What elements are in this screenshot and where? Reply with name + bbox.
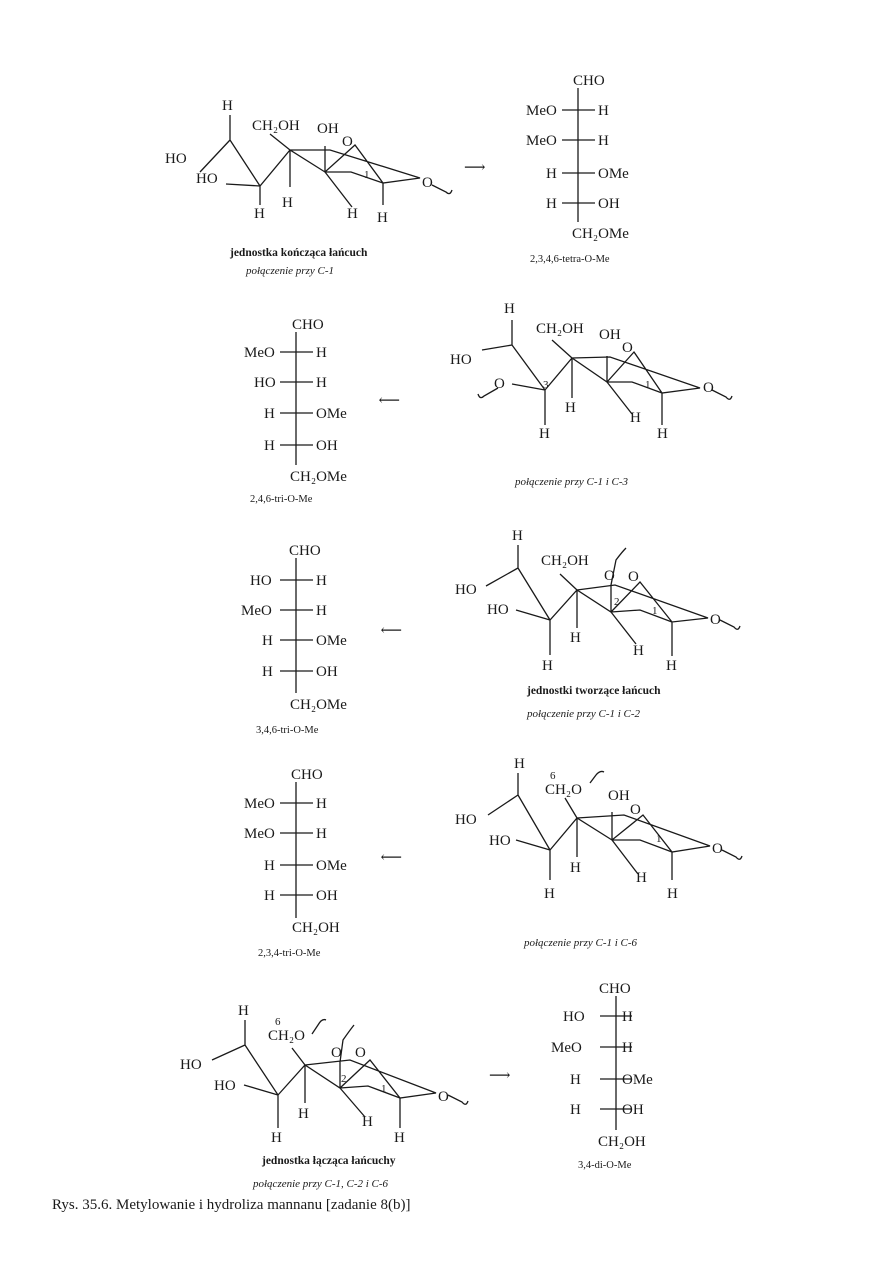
fischer-bottom: CH₂OH [292,920,340,936]
fischer-left: MeO [526,133,557,149]
ring-caption-italic: połączenie przy C-1 i C-6 [524,937,638,949]
atom-ho: HO [214,1078,236,1094]
ring-caption-bold: jednostka łącząca łańcuchy [262,1155,396,1167]
ring-caption-italic: połączenie przy C-1, C-2 i C-6 [253,1178,389,1190]
fischer-left: H [262,633,273,649]
ring-caption-bold: jednostki tworzące łańcuch [527,685,661,697]
atom-h: H [254,206,265,222]
fischer-projection-tri-246 [244,317,347,505]
compound-name: 2,4,6-tri-O-Me [250,494,313,505]
ring-oxygen: O [355,1045,366,1061]
fischer-right: H [316,826,327,842]
fischer-projection-tri-346 [241,543,347,736]
fischer-left: H [264,438,275,454]
glycosidic-oxygen: O [604,568,615,584]
atom-h: H [667,886,678,902]
fischer-bottom: CH₂OMe [290,469,347,485]
atom-h: H [570,630,581,646]
atom-h: H [544,886,555,902]
locant-c1: 1 [381,1083,387,1095]
atom-h: H [565,400,576,416]
atom-h: H [282,195,293,211]
locant-c1: 1 [656,833,662,845]
fischer-bottom: CH₂OH [598,1134,646,1150]
atom-ho: HO [455,582,477,598]
fischer-right: H [622,1040,633,1056]
atom-ho: HO [489,833,511,849]
fischer-top: CHO [292,317,324,333]
ring-oxygen: O [622,340,633,356]
atom-h: H [636,870,647,886]
reaction-arrow-right: ⟶ [489,1068,511,1084]
locant-c6: 6 [550,770,556,782]
atom-h: H [666,658,677,674]
fischer-right: OMe [622,1072,653,1088]
fischer-left: H [262,664,273,680]
fischer-left: H [546,166,557,182]
ring-oxygen: O [628,569,639,585]
fischer-top: CHO [291,767,323,783]
glycosidic-oxygen: O [331,1045,342,1061]
fischer-top: CHO [289,543,321,559]
fischer-right: OMe [316,858,347,874]
atom-h: H [298,1106,309,1122]
glycosidic-oxygen: O [710,612,721,628]
compound-name: 2,3,4,6-tetra-O-Me [530,254,610,265]
atom-ho: HO [450,352,472,368]
atom-h: H [238,1003,249,1019]
atom-h: H [633,643,644,659]
atom-h: H [542,658,553,674]
ring-caption-italic: połączenie przy C-1 [246,265,334,277]
atom-h: H [377,210,388,226]
atom-ho: HO [180,1057,202,1073]
atom-ho: HO [196,171,218,187]
fischer-right: H [622,1009,633,1025]
atom-h: H [514,756,525,772]
atom-h: H [630,410,641,426]
fischer-right: H [316,603,327,619]
figure-caption: Rys. 35.6. Metylowanie i hydroliza mannanu [zadanie 8(b)] [52,1197,411,1213]
fischer-right: H [316,796,327,812]
fischer-right: OH [316,664,338,680]
atom-h: H [504,301,515,317]
atom-h: H [347,206,358,222]
fischer-left: HO [254,375,276,391]
fischer-left: H [264,858,275,874]
atom-ch2oh: CH₂OH [252,118,300,134]
fischer-left: H [570,1072,581,1088]
fischer-right: H [316,573,327,589]
fischer-projection-tetra [526,73,629,265]
atom-h: H [394,1130,405,1146]
locant-c2: 2 [614,596,620,608]
reaction-arrow-left: ⟶ [380,623,402,639]
atom-ch2oh: CH₂OH [541,553,589,569]
ring-oxygen: O [342,134,353,150]
ring-oxygen: O [630,802,641,818]
fischer-right: OMe [316,633,347,649]
fischer-left: H [570,1102,581,1118]
atom-oh: OH [599,327,621,343]
fischer-right: H [316,345,327,361]
fischer-left: H [264,888,275,904]
fischer-left: H [546,196,557,212]
ring-caption-italic: połączenie przy C-1 i C-3 [515,476,629,488]
atom-h: H [362,1114,373,1130]
compound-name: 2,3,4-tri-O-Me [258,948,321,959]
fischer-right: OH [316,888,338,904]
fischer-left: MeO [244,796,275,812]
atom-oh: OH [608,788,630,804]
fischer-right: OMe [316,406,347,422]
fischer-top: CHO [573,73,605,89]
fischer-left: MeO [526,103,557,119]
compound-name: 3,4,6-tri-O-Me [256,725,319,736]
locant-c1: 1 [652,605,658,617]
ring-structure-c1-c6 [455,756,742,949]
atom-ho: HO [165,151,187,167]
fischer-right: OH [622,1102,644,1118]
locant-c1: 1 [645,379,651,391]
atom-ch2o: CH₂O [268,1028,305,1044]
reaction-arrow-left: ⟶ [380,850,402,866]
ring-structure-branch [180,1003,468,1190]
atom-oh: OH [317,121,339,137]
fischer-left: HO [563,1009,585,1025]
glycosidic-oxygen: O [712,841,723,857]
atom-h: H [512,528,523,544]
fischer-right: H [598,133,609,149]
fischer-right: OH [316,438,338,454]
atom-ch2oh: CH₂OH [536,321,584,337]
reaction-arrow-left: ⟶ [378,393,400,409]
atom-ho: HO [455,812,477,828]
fischer-left: MeO [244,826,275,842]
fischer-right: H [316,375,327,391]
atom-ho: HO [487,602,509,618]
fischer-left: MeO [244,345,275,361]
atom-h: H [570,860,581,876]
fischer-bottom: CH₂OMe [572,226,629,242]
ring-structure-c1-c2 [455,528,740,720]
fischer-left: MeO [551,1040,582,1056]
ring-caption-italic: połączenie przy C-1 i C-2 [527,708,641,720]
atom-h: H [657,426,668,442]
glycosidic-oxygen: O [438,1089,449,1105]
fischer-projection-di-34 [551,981,653,1171]
locant-c2: 2 [341,1073,347,1085]
fischer-right: H [598,103,609,119]
ring-caption-bold: jednostka kończąca łańcuch [230,247,368,259]
ring-structure-terminal [165,98,452,277]
ring-structure-c1-c3 [450,301,732,488]
glycosidic-oxygen: O [494,376,505,392]
fischer-top: CHO [599,981,631,997]
fischer-left: HO [250,573,272,589]
glycosidic-oxygen: O [422,175,433,191]
locant-c3: 3 [543,379,549,391]
atom-h: H [222,98,233,114]
locant-c1: 1 [364,169,370,181]
atom-ch2o: CH₂O [545,782,582,798]
compound-name: 3,4-di-O-Me [578,1160,632,1171]
atom-h: H [271,1130,282,1146]
glycosidic-oxygen: O [703,380,714,396]
reaction-arrow-right: ⟶ [464,160,486,176]
fischer-right: OMe [598,166,629,182]
fischer-bottom: CH₂OMe [290,697,347,713]
fischer-left: H [264,406,275,422]
fischer-left: MeO [241,603,272,619]
fischer-projection-tri-234 [244,767,347,959]
locant-c6: 6 [275,1016,281,1028]
fischer-right: OH [598,196,620,212]
atom-h: H [539,426,550,442]
